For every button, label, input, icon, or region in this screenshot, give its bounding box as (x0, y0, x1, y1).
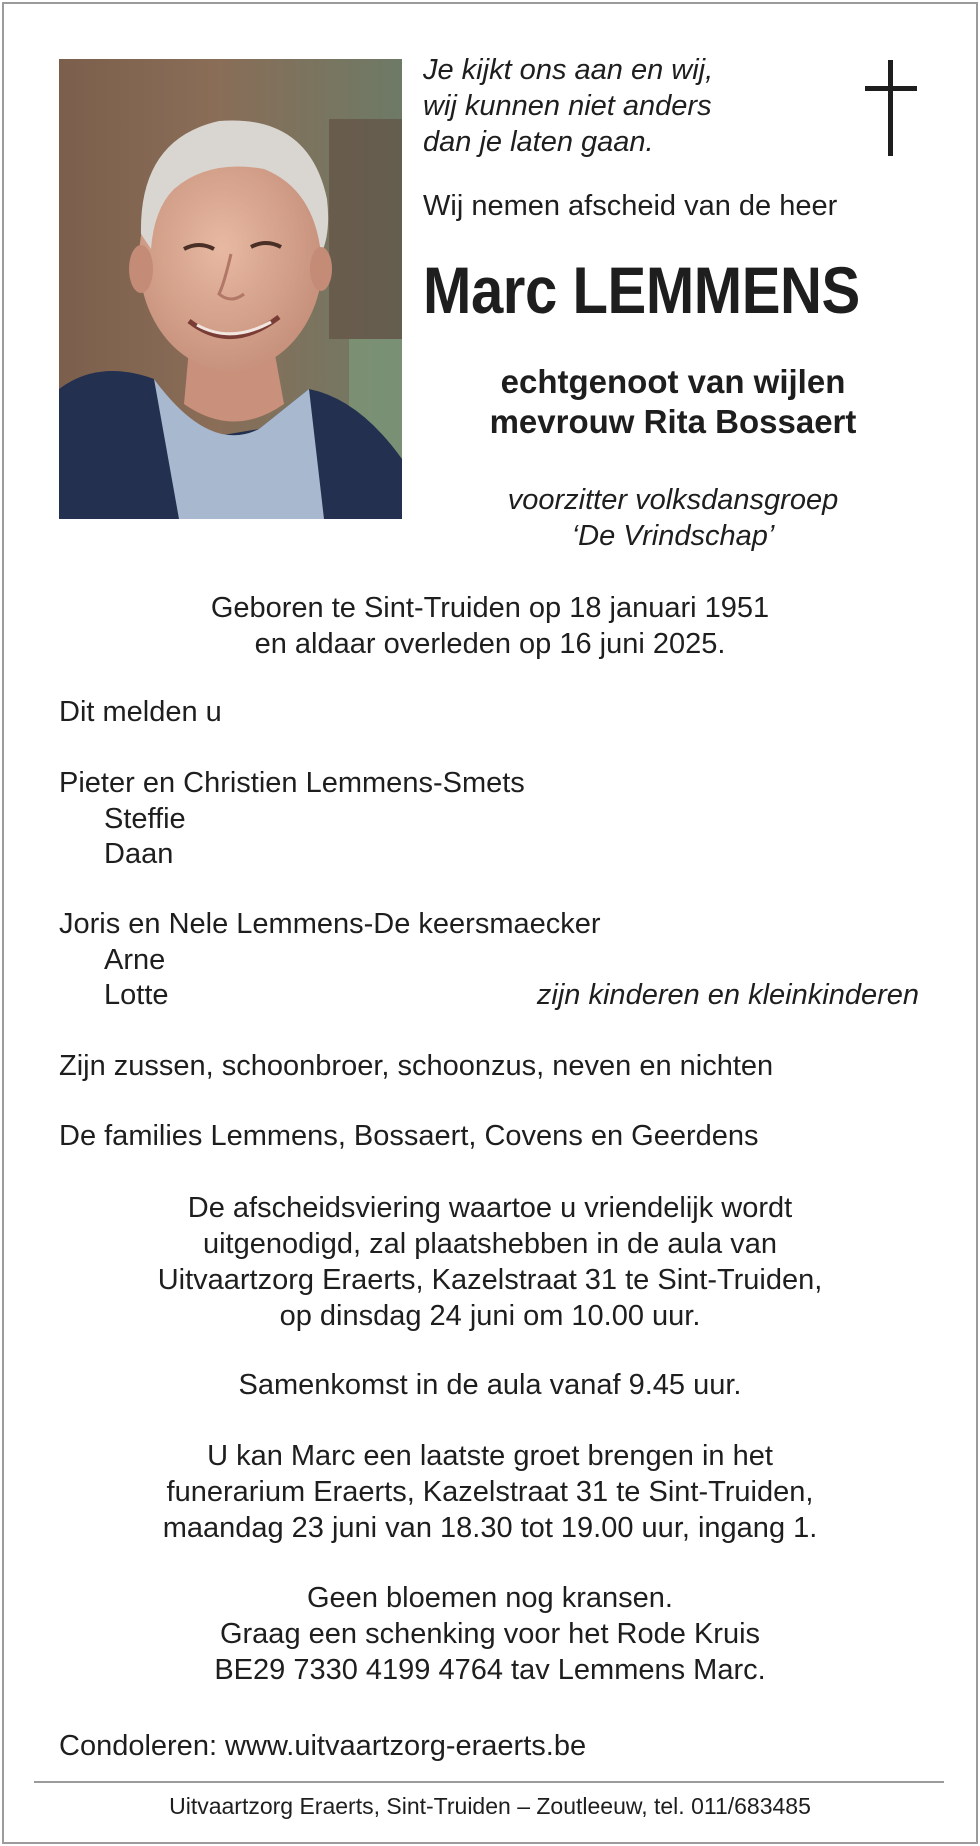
donation-info (59, 1580, 921, 1688)
visitation-line: maandag 23 juni van 18.30 tot 19.00 uur, ingang 1. (162, 1512, 818, 1544)
footer-divider (34, 1781, 944, 1783)
gathering-line: Samenkomst in de aula vanaf 9.45 uur. (238, 1369, 742, 1401)
role-line: ‘De Vrindschap’ (571, 520, 775, 552)
deceased-name: Marc LEMMENS (423, 253, 860, 327)
family-child: Lotte (104, 979, 169, 1011)
visitation-line: funerarium Eraerts, Kazelstraat 31 te Sint-Truiden, (166, 1476, 814, 1508)
life-dates (59, 590, 921, 662)
role-line: voorzitter volksdansgroep (507, 484, 839, 516)
life-line: Geboren te Sint-Truiden op 18 januari 1951 (210, 592, 770, 624)
siblings-text: Zijn zussen, schoonbroer, schoonzus, neven en nichten (59, 1050, 774, 1082)
donation-line: Graag een schenking voor het Rode Kruis (219, 1618, 761, 1650)
visitation-info (59, 1438, 921, 1546)
family-child: Daan (104, 838, 174, 870)
family-parents: Joris en Nele Lemmens-De keersmaecker (59, 908, 601, 940)
families-text: De families Lemmens, Bossaert, Covens en Geerdens (59, 1120, 759, 1152)
life-line: en aldaar overleden op 16 juni 2025. (254, 628, 726, 660)
family-child: Arne (104, 944, 166, 976)
gathering-info (59, 1367, 921, 1403)
ceremony-info (59, 1190, 921, 1334)
ceremony-line: De afscheidsviering waartoe u vriendelijk wordt (187, 1192, 793, 1224)
visitation-line: U kan Marc een laatste groet brengen in het (207, 1440, 773, 1472)
family-child: Steffie (104, 803, 186, 835)
ceremony-line: Uitvaartzorg Eraerts, Kazelstraat 31 te Sint-Truiden, (157, 1264, 823, 1296)
family-parents: Pieter en Christien Lemmens-Smets (59, 767, 525, 799)
portrait-photo (59, 59, 402, 519)
relation-note: zijn kinderen en kleinkinderen (536, 979, 919, 1011)
donation-line: Geen bloemen nog kransen. (307, 1582, 673, 1614)
footer-text: Uitvaartzorg Eraerts, Sint-Truiden – Zoutleeuw, tel. 011/683485 (169, 1793, 811, 1819)
spouse-line: echtgenoot van wijlen (500, 363, 846, 400)
poem-line: Je kijkt ons aan en wij, (423, 54, 714, 86)
poem-line: wij kunnen niet anders (423, 90, 712, 122)
spouse-info (423, 362, 923, 442)
ceremony-line: op dinsdag 24 juni om 10.00 uur. (279, 1300, 701, 1332)
role-info (423, 482, 923, 554)
intro-text: Wij nemen afscheid van de heer (423, 190, 838, 222)
ceremony-line: uitgenodigd, zal plaatshebben in de aula van (202, 1228, 777, 1260)
donation-line: BE29 7330 4199 4764 tav Lemmens Marc. (214, 1654, 766, 1686)
spouse-line: mevrouw Rita Bossaert (489, 403, 857, 440)
cross-icon (862, 60, 922, 160)
announce-text: Dit melden u (59, 696, 222, 728)
poem (423, 52, 843, 160)
poem-line: dan je laten gaan. (423, 126, 654, 158)
condolence-link[interactable]: Condoleren: www.uitvaartzorg-eraerts.be (59, 1730, 587, 1762)
